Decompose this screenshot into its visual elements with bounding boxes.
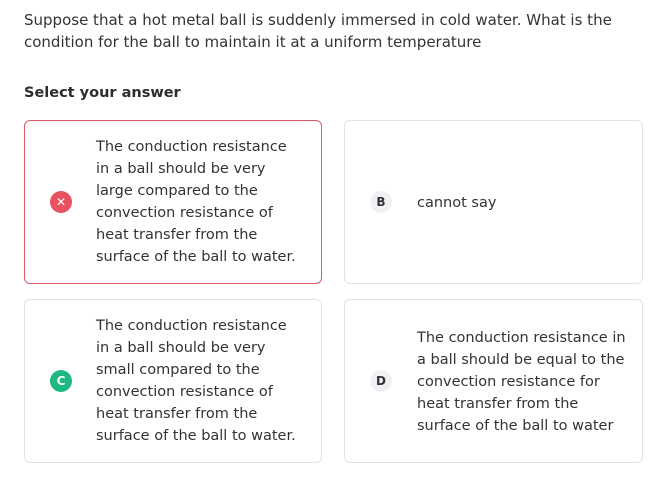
answer-option-a-text: The conduction resistance in a ball should be very large compared to the convection resistance of heat transfer from the surface of the ball to water. — [96, 139, 296, 265]
answer-option-b[interactable] — [344, 120, 643, 284]
option-letter-d: D — [370, 370, 392, 392]
answer-option-b-text: cannot say — [417, 195, 497, 211]
x-icon: ✕ — [50, 191, 72, 213]
answer-option-d-text: The conduction resistance in a ball should be equal to the convection resistance for heat transfer from the surface of the ball to water — [417, 330, 626, 434]
question-text: Suppose that a hot metal ball is suddenly immersed in cold water. What is the condition for the ball to maintain it at a uniform temperature — [24, 11, 612, 51]
answer-option-c[interactable] — [24, 299, 322, 463]
answer-option-c-text: The conduction resistance in a ball should be very small compared to the convection resistance of heat transfer from the surface of the ball to water. — [96, 318, 296, 444]
option-letter-b: B — [370, 191, 392, 213]
select-answer-label: Select your answer — [24, 85, 181, 101]
answer-option-a[interactable] — [24, 120, 322, 284]
answer-option-d[interactable] — [344, 299, 643, 463]
option-letter-c: C — [50, 370, 72, 392]
